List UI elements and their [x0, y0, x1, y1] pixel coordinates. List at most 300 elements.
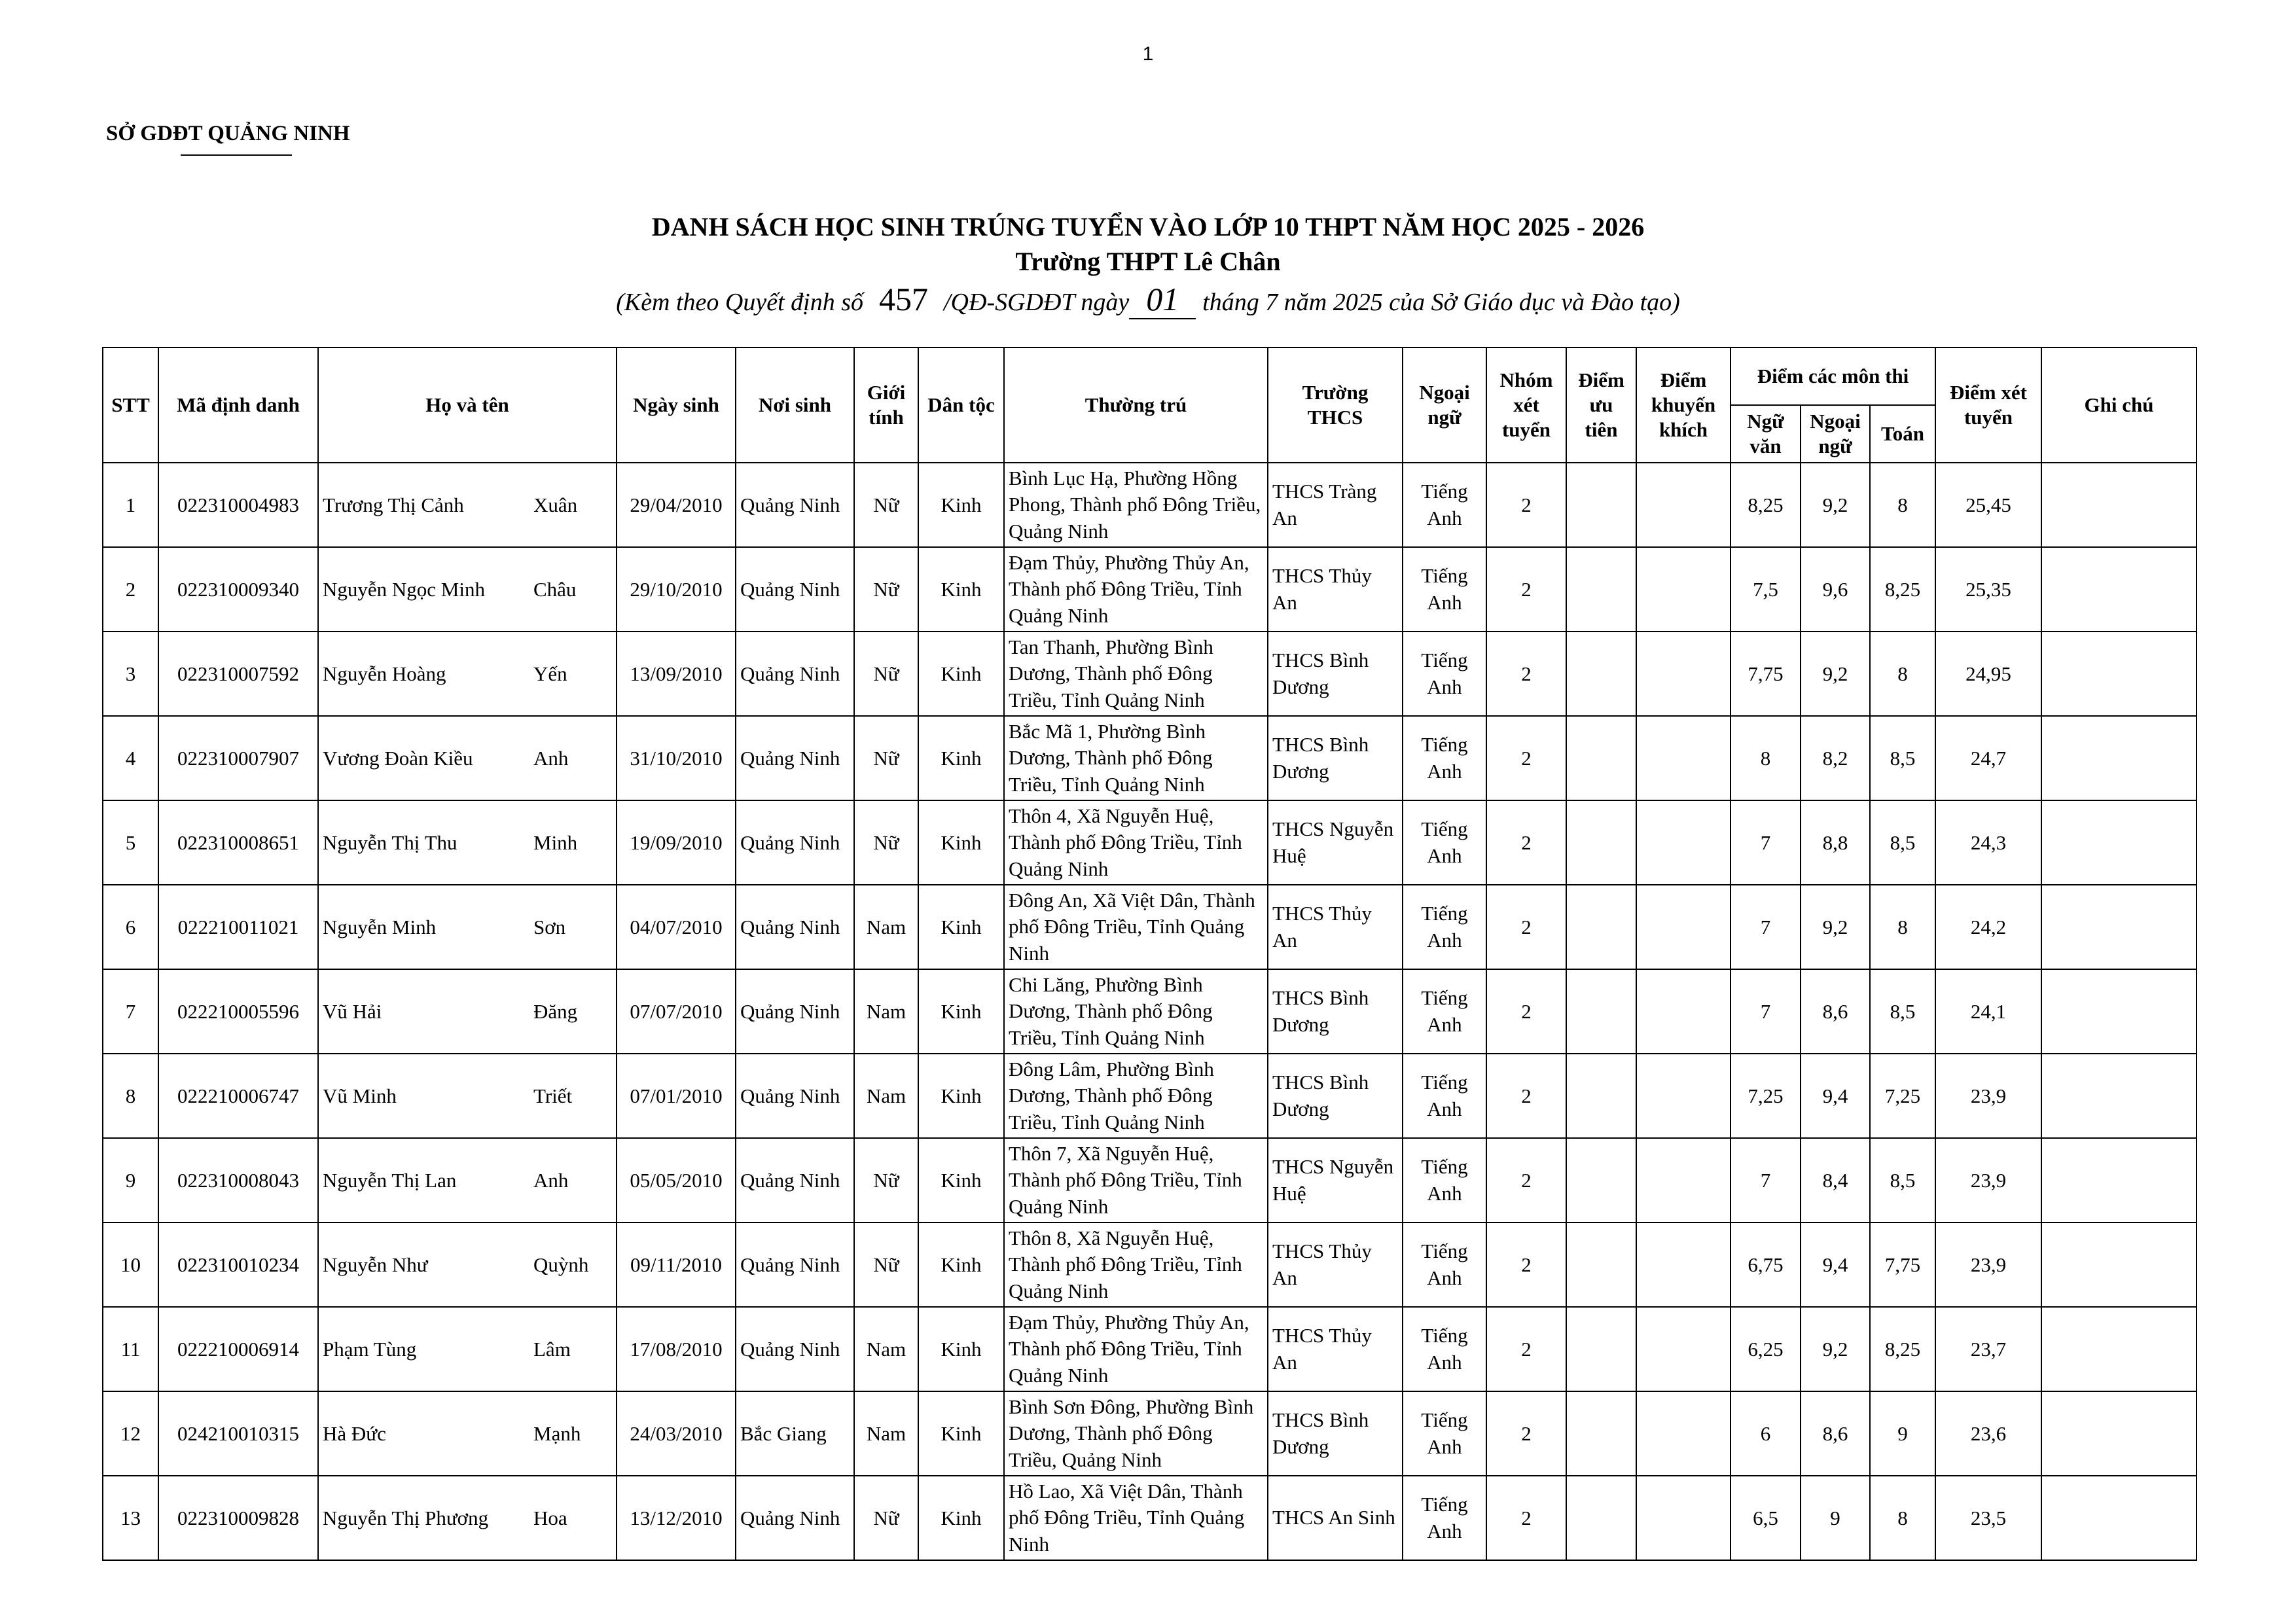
cell-total: 23,6 — [1935, 1391, 2041, 1476]
cell-foreign-language: 8,8 — [1801, 800, 1870, 885]
cell-total: 23,9 — [1935, 1138, 2041, 1222]
cell-bonus — [1636, 800, 1731, 885]
decision-suffix: tháng 7 năm 2025 của Sở Giáo dục và Đào tạo) — [1202, 289, 1680, 316]
cell-school: THCS Bình Dương — [1268, 1054, 1403, 1138]
cell-priority — [1566, 1391, 1636, 1476]
cell-bonus — [1636, 463, 1731, 547]
cell-group: 2 — [1486, 1307, 1566, 1391]
cell-id: 022210005596 — [158, 969, 318, 1054]
cell-note — [2041, 1307, 2197, 1391]
cell-id: 022310007907 — [158, 716, 318, 800]
col-scores-group: Điểm các môn thi — [1731, 348, 1935, 405]
cell-school: THCS Thủy An — [1268, 1307, 1403, 1391]
cell-school: THCS Tràng An — [1268, 463, 1403, 547]
cell-total: 23,9 — [1935, 1054, 2041, 1138]
cell-dob: 19/09/2010 — [617, 800, 736, 885]
cell-residence: Đông Lâm, Phường Bình Dương, Thành phố Đông Triều, Tỉnh Quảng Ninh — [1004, 1054, 1268, 1138]
cell-math: 8,5 — [1870, 800, 1935, 885]
first-name: Triết — [533, 1084, 573, 1107]
cell-priority — [1566, 632, 1636, 716]
last-middle-name: Nguyễn Thị Phương — [323, 1506, 489, 1529]
last-middle-name: Vương Đoàn Kiều — [323, 746, 473, 770]
cell-math: 8,25 — [1870, 1307, 1935, 1391]
table-row — [103, 632, 2197, 716]
cell-bonus — [1636, 1391, 1731, 1476]
cell-name — [318, 547, 617, 632]
cell-note — [2041, 463, 2197, 547]
cell-ethnicity: Kinh — [918, 1054, 1004, 1138]
cell-group: 2 — [1486, 1054, 1566, 1138]
last-middle-name: Nguyễn Minh — [323, 915, 437, 938]
cell-language: Tiếng Anh — [1403, 1391, 1486, 1476]
cell-group: 2 — [1486, 463, 1566, 547]
last-middle-name: Nguyễn Thị Lan — [323, 1168, 457, 1192]
table-row — [103, 1138, 2197, 1222]
cell-total: 23,9 — [1935, 1222, 2041, 1307]
cell-foreign-language: 9,4 — [1801, 1054, 1870, 1138]
decision-number: 457 — [879, 281, 928, 317]
last-middle-name: Vũ Minh — [323, 1084, 397, 1107]
cell-math: 8,5 — [1870, 1138, 1935, 1222]
cell-name — [318, 1476, 617, 1560]
cell-priority — [1566, 547, 1636, 632]
cell-gender: Nữ — [854, 632, 918, 716]
first-name: Quỳnh — [533, 1253, 589, 1276]
cell-math: 8,25 — [1870, 547, 1935, 632]
cell-birthplace: Quảng Ninh — [736, 1054, 854, 1138]
cell-language: Tiếng Anh — [1403, 1307, 1486, 1391]
cell-residence: Bắc Mã 1, Phường Bình Dương, Thành phố Đông Triều, Tỉnh Quảng Ninh — [1004, 716, 1268, 800]
cell-language: Tiếng Anh — [1403, 969, 1486, 1054]
cell-foreign-language: 9,4 — [1801, 1222, 1870, 1307]
cell-stt: 1 — [103, 463, 158, 547]
col-notes: Ghi chú — [2041, 348, 2197, 463]
cell-gender: Nữ — [854, 716, 918, 800]
cell-name — [318, 885, 617, 969]
cell-residence: Tan Thanh, Phường Bình Dương, Thành phố Đông Triều, Tỉnh Quảng Ninh — [1004, 632, 1268, 716]
cell-id: 022210006914 — [158, 1307, 318, 1391]
col-dob: Ngày sinh — [617, 348, 736, 463]
cell-total: 24,95 — [1935, 632, 2041, 716]
cell-group: 2 — [1486, 716, 1566, 800]
col-group: Nhóm xét tuyển — [1486, 348, 1566, 463]
cell-dob: 29/04/2010 — [617, 463, 736, 547]
first-name: Anh — [533, 1168, 569, 1192]
cell-math: 7,25 — [1870, 1054, 1935, 1138]
cell-math: 8 — [1870, 885, 1935, 969]
cell-residence: Thôn 7, Xã Nguyễn Huệ, Thành phố Đông Triều, Tỉnh Quảng Ninh — [1004, 1138, 1268, 1222]
cell-name — [318, 1054, 617, 1138]
cell-language: Tiếng Anh — [1403, 716, 1486, 800]
last-middle-name: Nguyễn Như — [323, 1253, 428, 1276]
cell-ethnicity: Kinh — [918, 1391, 1004, 1476]
cell-ethnicity: Kinh — [918, 1138, 1004, 1222]
cell-dob: 07/07/2010 — [617, 969, 736, 1054]
cell-name — [318, 800, 617, 885]
cell-stt: 9 — [103, 1138, 158, 1222]
cell-math: 8 — [1870, 1476, 1935, 1560]
cell-bonus — [1636, 969, 1731, 1054]
cell-gender: Nữ — [854, 1476, 918, 1560]
cell-birthplace: Quảng Ninh — [736, 1222, 854, 1307]
cell-bonus — [1636, 632, 1731, 716]
table-row — [103, 1476, 2197, 1560]
cell-id: 024210010315 — [158, 1391, 318, 1476]
cell-stt: 2 — [103, 547, 158, 632]
first-name: Mạnh — [533, 1421, 581, 1445]
cell-bonus — [1636, 1307, 1731, 1391]
cell-name — [318, 1222, 617, 1307]
col-foreign-language: Ngoại ngữ — [1801, 405, 1870, 463]
cell-literature: 7 — [1731, 969, 1801, 1054]
cell-language: Tiếng Anh — [1403, 1476, 1486, 1560]
first-name: Đăng — [533, 999, 578, 1023]
col-stt: STT — [103, 348, 158, 463]
cell-id: 022310009828 — [158, 1476, 318, 1560]
cell-stt: 3 — [103, 632, 158, 716]
cell-residence: Đông An, Xã Việt Dân, Thành phố Đông Triều, Tỉnh Quảng Ninh — [1004, 885, 1268, 969]
cell-note — [2041, 716, 2197, 800]
last-middle-name: Nguyễn Thị Thu — [323, 830, 457, 854]
table-body — [103, 463, 2197, 1560]
cell-literature: 7,75 — [1731, 632, 1801, 716]
last-middle-name: Nguyễn Hoàng — [323, 662, 446, 685]
cell-literature: 7 — [1731, 1138, 1801, 1222]
cell-ethnicity: Kinh — [918, 969, 1004, 1054]
cell-gender: Nữ — [854, 1222, 918, 1307]
cell-residence: Đạm Thủy, Phường Thủy An, Thành phố Đông Triều, Tỉnh Quảng Ninh — [1004, 1307, 1268, 1391]
decision-prefix: (Kèm theo Quyết định số — [616, 289, 863, 316]
first-name: Minh — [533, 830, 578, 854]
cell-stt: 11 — [103, 1307, 158, 1391]
cell-foreign-language: 9,2 — [1801, 632, 1870, 716]
cell-name — [318, 632, 617, 716]
table-row — [103, 1307, 2197, 1391]
cell-birthplace: Quảng Ninh — [736, 885, 854, 969]
cell-priority — [1566, 463, 1636, 547]
cell-school: THCS Bình Dương — [1268, 1391, 1403, 1476]
cell-name — [318, 969, 617, 1054]
last-middle-name: Hà Đức — [323, 1421, 386, 1445]
cell-math: 8,5 — [1870, 969, 1935, 1054]
cell-note — [2041, 800, 2197, 885]
cell-priority — [1566, 1307, 1636, 1391]
document-title: DANH SÁCH HỌC SINH TRÚNG TUYỂN VÀO LỚP 10 THPT NĂM HỌC 2025 - 2026 — [651, 212, 1645, 241]
cell-gender: Nữ — [854, 547, 918, 632]
cell-dob: 29/10/2010 — [617, 547, 736, 632]
cell-id: 022310008651 — [158, 800, 318, 885]
cell-residence: Bình Lục Hạ, Phường Hồng Phong, Thành phố Đông Triều, Quảng Ninh — [1004, 463, 1268, 547]
school-name: Trường THPT Lê Chân — [1015, 247, 1281, 276]
cell-birthplace: Bắc Giang — [736, 1391, 854, 1476]
cell-note — [2041, 547, 2197, 632]
cell-residence: Hồ Lao, Xã Việt Dân, Thành phố Đông Triều, Tỉnh Quảng Ninh — [1004, 1476, 1268, 1560]
cell-group: 2 — [1486, 969, 1566, 1054]
table-row — [103, 885, 2197, 969]
cell-bonus — [1636, 716, 1731, 800]
cell-group: 2 — [1486, 547, 1566, 632]
col-birthplace: Nơi sinh — [736, 348, 854, 463]
cell-ethnicity: Kinh — [918, 1307, 1004, 1391]
col-ethnicity: Dân tộc — [918, 348, 1004, 463]
cell-language: Tiếng Anh — [1403, 885, 1486, 969]
col-priority: Điểm ưu tiên — [1566, 348, 1636, 463]
cell-gender: Nam — [854, 1307, 918, 1391]
first-name: Châu — [533, 577, 577, 601]
decision-day: 01 — [1129, 280, 1196, 319]
first-name: Anh — [533, 746, 569, 770]
admission-table — [102, 347, 2197, 1561]
cell-name — [318, 463, 617, 547]
cell-math: 8 — [1870, 463, 1935, 547]
cell-stt: 6 — [103, 885, 158, 969]
cell-id: 022310008043 — [158, 1138, 318, 1222]
cell-math: 7,75 — [1870, 1222, 1935, 1307]
cell-ethnicity: Kinh — [918, 463, 1004, 547]
cell-ethnicity: Kinh — [918, 547, 1004, 632]
cell-school: THCS Thủy An — [1268, 547, 1403, 632]
cell-foreign-language: 9,2 — [1801, 463, 1870, 547]
cell-total: 23,5 — [1935, 1476, 2041, 1560]
cell-group: 2 — [1486, 1476, 1566, 1560]
cell-residence: Bình Sơn Đông, Phường Bình Dương, Thành phố Đông Triều, Quảng Ninh — [1004, 1391, 1268, 1476]
cell-priority — [1566, 800, 1636, 885]
cell-dob: 31/10/2010 — [617, 716, 736, 800]
agency-underline — [181, 154, 292, 156]
cell-total: 24,3 — [1935, 800, 2041, 885]
cell-priority — [1566, 885, 1636, 969]
cell-dob: 24/03/2010 — [617, 1391, 736, 1476]
first-name: Lâm — [533, 1337, 571, 1361]
decision-reference — [0, 280, 2296, 319]
cell-stt: 13 — [103, 1476, 158, 1560]
cell-priority — [1566, 1222, 1636, 1307]
cell-dob: 04/07/2010 — [617, 885, 736, 969]
cell-residence: Đạm Thủy, Phường Thủy An, Thành phố Đông Triều, Tỉnh Quảng Ninh — [1004, 547, 1268, 632]
cell-foreign-language: 8,6 — [1801, 1391, 1870, 1476]
cell-group: 2 — [1486, 1391, 1566, 1476]
cell-ethnicity: Kinh — [918, 885, 1004, 969]
cell-note — [2041, 885, 2197, 969]
first-name: Sơn — [533, 915, 566, 938]
col-total: Điểm xét tuyển — [1935, 348, 2041, 463]
page-number: 1 — [1142, 43, 1154, 65]
cell-bonus — [1636, 547, 1731, 632]
col-gender: Giới tính — [854, 348, 918, 463]
first-name: Xuân — [533, 493, 578, 516]
last-middle-name: Nguyễn Ngọc Minh — [323, 577, 485, 601]
cell-literature: 7,25 — [1731, 1054, 1801, 1138]
cell-stt: 4 — [103, 716, 158, 800]
cell-dob: 13/12/2010 — [617, 1476, 736, 1560]
cell-gender: Nam — [854, 1054, 918, 1138]
cell-literature: 6,75 — [1731, 1222, 1801, 1307]
cell-note — [2041, 1138, 2197, 1222]
cell-ethnicity: Kinh — [918, 800, 1004, 885]
cell-school: THCS Bình Dương — [1268, 716, 1403, 800]
cell-stt: 10 — [103, 1222, 158, 1307]
cell-language: Tiếng Anh — [1403, 1222, 1486, 1307]
cell-id: 022310010234 — [158, 1222, 318, 1307]
cell-gender: Nam — [854, 969, 918, 1054]
cell-name — [318, 1307, 617, 1391]
cell-group: 2 — [1486, 632, 1566, 716]
cell-ethnicity: Kinh — [918, 632, 1004, 716]
cell-gender: Nữ — [854, 1138, 918, 1222]
cell-bonus — [1636, 1476, 1731, 1560]
col-residence: Thường trú — [1004, 348, 1268, 463]
cell-ethnicity: Kinh — [918, 1222, 1004, 1307]
cell-language: Tiếng Anh — [1403, 1138, 1486, 1222]
cell-foreign-language: 8,2 — [1801, 716, 1870, 800]
cell-literature: 6,25 — [1731, 1307, 1801, 1391]
cell-total: 25,35 — [1935, 547, 2041, 632]
cell-birthplace: Quảng Ninh — [736, 547, 854, 632]
cell-birthplace: Quảng Ninh — [736, 716, 854, 800]
cell-priority — [1566, 716, 1636, 800]
cell-language: Tiếng Anh — [1403, 1054, 1486, 1138]
first-name: Yến — [533, 662, 567, 685]
cell-birthplace: Quảng Ninh — [736, 969, 854, 1054]
last-middle-name: Phạm Tùng — [323, 1337, 417, 1361]
cell-priority — [1566, 1476, 1636, 1560]
cell-literature: 7 — [1731, 885, 1801, 969]
first-name: Hoa — [533, 1506, 567, 1529]
cell-school: THCS Bình Dương — [1268, 969, 1403, 1054]
cell-note — [2041, 1222, 2197, 1307]
cell-dob: 13/09/2010 — [617, 632, 736, 716]
cell-bonus — [1636, 1222, 1731, 1307]
cell-bonus — [1636, 1138, 1731, 1222]
table-row — [103, 1222, 2197, 1307]
cell-group: 2 — [1486, 1138, 1566, 1222]
table-row — [103, 800, 2197, 885]
table-row — [103, 1054, 2197, 1138]
cell-language: Tiếng Anh — [1403, 800, 1486, 885]
cell-language: Tiếng Anh — [1403, 463, 1486, 547]
cell-birthplace: Quảng Ninh — [736, 1138, 854, 1222]
cell-dob: 09/11/2010 — [617, 1222, 736, 1307]
cell-foreign-language: 9,6 — [1801, 547, 1870, 632]
cell-birthplace: Quảng Ninh — [736, 463, 854, 547]
cell-math: 8 — [1870, 632, 1935, 716]
cell-gender: Nữ — [854, 800, 918, 885]
cell-bonus — [1636, 1054, 1731, 1138]
cell-id: 022210011021 — [158, 885, 318, 969]
cell-literature: 8 — [1731, 716, 1801, 800]
cell-dob: 05/05/2010 — [617, 1138, 736, 1222]
cell-stt: 12 — [103, 1391, 158, 1476]
cell-note — [2041, 1391, 2197, 1476]
cell-birthplace: Quảng Ninh — [736, 1476, 854, 1560]
cell-bonus — [1636, 885, 1731, 969]
table-row — [103, 463, 2197, 547]
cell-residence: Thôn 4, Xã Nguyễn Huệ, Thành phố Đông Triều, Tỉnh Quảng Ninh — [1004, 800, 1268, 885]
cell-language: Tiếng Anh — [1403, 547, 1486, 632]
cell-id: 022310009340 — [158, 547, 318, 632]
cell-foreign-language: 9,2 — [1801, 1307, 1870, 1391]
cell-stt: 8 — [103, 1054, 158, 1138]
cell-ethnicity: Kinh — [918, 716, 1004, 800]
cell-literature: 6 — [1731, 1391, 1801, 1476]
cell-note — [2041, 632, 2197, 716]
cell-name — [318, 716, 617, 800]
cell-note — [2041, 969, 2197, 1054]
cell-note — [2041, 1054, 2197, 1138]
cell-language: Tiếng Anh — [1403, 632, 1486, 716]
cell-literature: 7 — [1731, 800, 1801, 885]
cell-residence: Chi Lăng, Phường Bình Dương, Thành phố Đông Triều, Tỉnh Quảng Ninh — [1004, 969, 1268, 1054]
cell-math: 9 — [1870, 1391, 1935, 1476]
cell-priority — [1566, 1138, 1636, 1222]
cell-gender: Nữ — [854, 463, 918, 547]
cell-name — [318, 1391, 617, 1476]
cell-note — [2041, 1476, 2197, 1560]
cell-birthplace: Quảng Ninh — [736, 632, 854, 716]
cell-priority — [1566, 1054, 1636, 1138]
cell-ethnicity: Kinh — [918, 1476, 1004, 1560]
agency-name: SỞ GDĐT QUẢNG NINH — [106, 122, 350, 145]
cell-literature: 6,5 — [1731, 1476, 1801, 1560]
cell-literature: 7,5 — [1731, 547, 1801, 632]
cell-school: THCS Nguyễn Huệ — [1268, 800, 1403, 885]
cell-foreign-language: 8,4 — [1801, 1138, 1870, 1222]
cell-stt: 5 — [103, 800, 158, 885]
col-id: Mã định danh — [158, 348, 318, 463]
cell-foreign-language: 8,6 — [1801, 969, 1870, 1054]
cell-math: 8,5 — [1870, 716, 1935, 800]
cell-birthplace: Quảng Ninh — [736, 800, 854, 885]
cell-school: THCS Thủy An — [1268, 885, 1403, 969]
col-name: Họ và tên — [318, 348, 617, 463]
last-middle-name: Vũ Hải — [323, 999, 382, 1023]
cell-gender: Nam — [854, 1391, 918, 1476]
cell-dob: 07/01/2010 — [617, 1054, 736, 1138]
cell-priority — [1566, 969, 1636, 1054]
cell-name — [318, 1138, 617, 1222]
cell-total: 24,1 — [1935, 969, 2041, 1054]
cell-school: THCS An Sinh — [1268, 1476, 1403, 1560]
cell-foreign-language: 9 — [1801, 1476, 1870, 1560]
cell-total: 24,7 — [1935, 716, 2041, 800]
cell-foreign-language: 9,2 — [1801, 885, 1870, 969]
col-language: Ngoại ngữ — [1403, 348, 1486, 463]
col-math: Toán — [1870, 405, 1935, 463]
col-school: Trường THCS — [1268, 348, 1403, 463]
cell-id: 022310004983 — [158, 463, 318, 547]
cell-dob: 17/08/2010 — [617, 1307, 736, 1391]
cell-group: 2 — [1486, 800, 1566, 885]
cell-residence: Thôn 8, Xã Nguyễn Huệ, Thành phố Đông Triều, Tỉnh Quảng Ninh — [1004, 1222, 1268, 1307]
last-middle-name: Trương Thị Cảnh — [323, 493, 464, 516]
cell-total: 24,2 — [1935, 885, 2041, 969]
table-row — [103, 969, 2197, 1054]
col-literature: Ngữ văn — [1731, 405, 1801, 463]
table-row — [103, 716, 2197, 800]
cell-id: 022310007592 — [158, 632, 318, 716]
cell-total: 23,7 — [1935, 1307, 2041, 1391]
table-row — [103, 1391, 2197, 1476]
cell-group: 2 — [1486, 885, 1566, 969]
decision-mid: /QĐ-SGDĐT ngày — [944, 289, 1130, 316]
cell-birthplace: Quảng Ninh — [736, 1307, 854, 1391]
cell-school: THCS Thủy An — [1268, 1222, 1403, 1307]
cell-literature: 8,25 — [1731, 463, 1801, 547]
cell-total: 25,45 — [1935, 463, 2041, 547]
col-bonus: Điểm khuyến khích — [1636, 348, 1731, 463]
cell-stt: 7 — [103, 969, 158, 1054]
cell-id: 022210006747 — [158, 1054, 318, 1138]
